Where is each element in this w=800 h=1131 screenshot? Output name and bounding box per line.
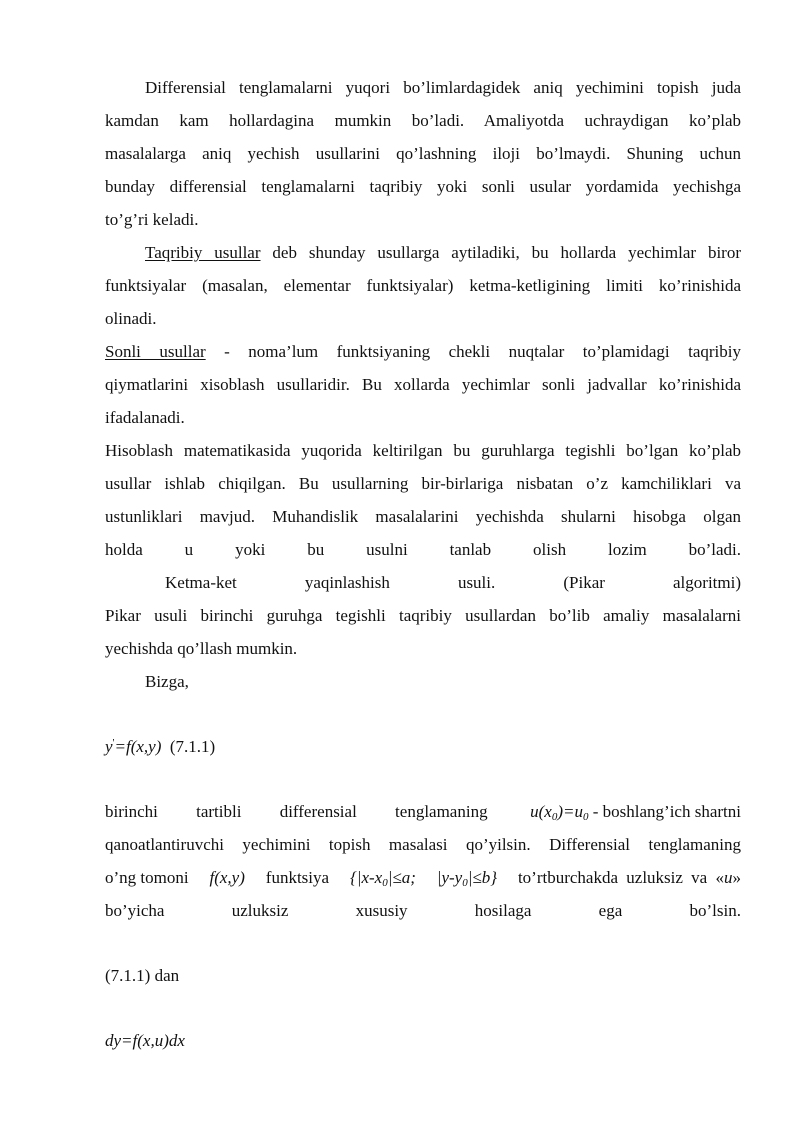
paragraph-6-line-1: birinchi tartibli differensial tenglamaning $u(x_0)=u_0$ - boshlang’ich shartni <box>105 802 741 823</box>
initial-condition: $u(x_0)=u_0$ - boshlang’ich shartni <box>530 802 741 823</box>
paragraph-3-line-1: Sonli usullar - noma’lum funktsiyaning chekli nuqtalar to’plamidagi taqribiy <box>105 342 741 361</box>
paragraph-7: (7.1.1) dan <box>105 966 180 985</box>
paragraph-4-line-4: holda u yoki bu usulni tanlab olish lozim bo’ladi. <box>105 540 741 559</box>
paragraph-2-line-1: Taqribiy usullar deb shunday usullarga aytiladiki, bu hollarda yechimlar biror <box>145 243 741 262</box>
paragraph-1-line-5: to’g’ri keladi. <box>105 210 199 229</box>
paragraph-2-line-2: funktsiyalar (masalan, elementar funktsiyalar) ketma-ketligining limiti ko’rinishida <box>105 276 741 295</box>
paragraph-6-line-2: qanoatlantiruvchi yechimini topish masalasi qo’yilsin. Differensial tenglamaning <box>105 835 741 854</box>
paragraph-4-line-6: Pikar usuli birinchi guruhga tegishli taqribiy usullardan bo’lib amaliy masalalarni <box>105 606 741 625</box>
paragraph-6-line-4: bo’yicha uzluksiz xususiy hosilaga ega bo’lsin. <box>105 901 741 920</box>
paragraph-2-line-3: olinadi. <box>105 309 157 328</box>
paragraph-3-line-2: qiymatlarini xisoblash usullaridir. Bu xollarda yechimlar sonli jadvallar ko’rinishida <box>105 375 741 394</box>
rectangle-condition-y: $|y-y_0|\le b$} <box>436 868 498 889</box>
rectangle-condition-x: {$|x-x_0|\le a$; <box>349 868 416 889</box>
paragraph-1-line-4: bunday differensial tenglamalarni taqribiy yoki sonli usular yordamida yechishga <box>105 177 741 196</box>
equation-differential: dy=f(x,u)dx <box>105 1031 185 1050</box>
section-heading-pikar: Ketma-ket yaqinlashish usuli. (Pikar algoritmi) <box>165 573 741 592</box>
paragraph-5: Bizga, <box>145 672 189 691</box>
paragraph-1-line-3: masalalarga aniq yechish usullarini qo’lashning iloji bo’lmaydi. Shuning uchun <box>105 144 741 163</box>
paragraph-1-line-2: kamdan kam hollardagina mumkin bo’ladi. Amaliyotda uchraydigan ko’plab <box>105 111 741 130</box>
paragraph-4-line-2: usullar ishlab chiqilgan. Bu usullarning bir-birlariga nisbatan o’z kamchiliklari va <box>105 474 741 493</box>
paragraph-3-line-3: ifadalanadi. <box>105 408 185 427</box>
equation-number: (7.1.1) <box>169 737 216 756</box>
paragraph-4-line-7: yechishda qo’llash mumkin. <box>105 639 298 658</box>
paragraph-4-line-1: Hisoblash matematikasida yuqorida keltirilgan bu guruhlarga tegishli bo’lgan ko’plab <box>105 441 741 460</box>
equation-7-1-1: y'=f(x,y) (7.1.1) <box>105 737 216 756</box>
term-taqribiy-usullar: Taqribiy usullar <box>145 243 261 262</box>
paragraph-6-line-3: o’ng tomoni f(x,y) funktsiya {$|x-x_0|\le a$; $|y-y_0|\le b$} to’rtburchakda uzluksiz va «u» <box>105 868 741 889</box>
paragraph-4-line-3: ustunliklari mavjud. Muhandislik masalalarini yechishda shularni hisobga olgan <box>105 507 741 526</box>
paragraph-1-line-1: Differensial tenglamalarni yuqori bo’limlardagidek aniq yechimini topish juda <box>145 78 741 97</box>
term-sonli-usullar: Sonli usullar <box>105 342 206 361</box>
